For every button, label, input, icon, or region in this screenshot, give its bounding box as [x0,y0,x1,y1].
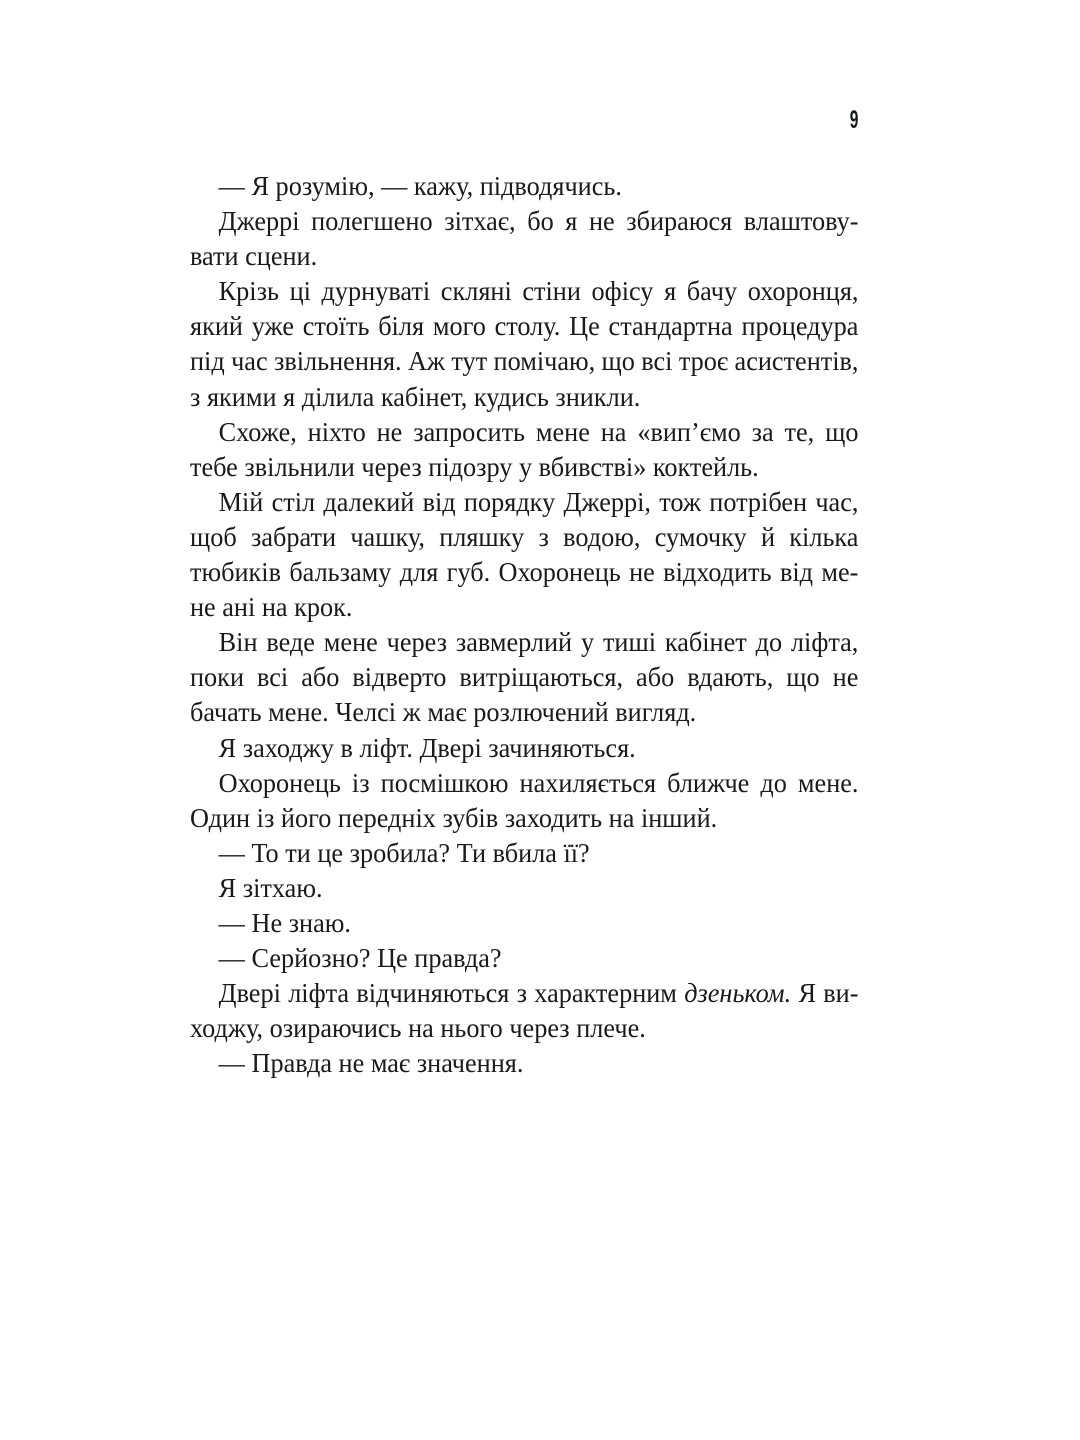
paragraph [190,414,858,484]
text-line: — Не знаю. [218,906,351,938]
text-line: Один із його передніх зубів заходить на інший. [190,801,718,833]
paragraph [190,765,858,835]
text-line: Я зітхаю. [218,871,323,903]
text-line: вати сцени. [190,240,318,272]
paragraph [190,484,858,624]
text-line: не ані на крок. [190,591,353,623]
text-line: — Я розумію, — кажу, підводячись. [218,170,622,201]
text-line: Джеррі полегшено зітхає, бо я не збираюся влаштову- [218,205,859,237]
paragraph [190,905,858,940]
paragraph [190,203,858,273]
paragraph [190,624,858,729]
text-line: Двері ліфта відчиняються з характерним дзеньком. Я ви- [218,977,859,1009]
text-line: Мій стіл далекий від порядку Джеррі, тож потрібен час, [218,485,859,517]
text-line: — Серйозно? Це правда? [218,942,502,974]
text-line: Охоронець із посмішкою нахиляється ближче до мене. [218,766,859,798]
paragraph [190,975,858,1045]
text-line: з якими я ділила кабінет, кудись зникли. [190,380,641,412]
paragraph [190,168,858,203]
paragraph [190,835,858,870]
paragraph [190,940,858,975]
text-line: під час звільнення. Аж тут помічаю, що всі троє асистентів, [190,345,859,377]
text-line: — Правда не має значення. [218,1047,524,1079]
paragraph [190,730,858,765]
paragraph [190,1045,858,1080]
text-line: ходжу, озираючись на нього через плече. [190,1012,646,1044]
paragraph [190,273,858,413]
text-line: тебе звільнили через підозру у вбивстві» коктейль. [190,450,759,482]
text-line: щоб забрати чашку, пляшку з водою, сумочку й кілька [190,520,859,552]
text-line: поки всі або відверто витріщаються, або вдають, що не [190,661,859,693]
body-text-block [190,168,858,1080]
text-line: тюбиків бальзаму для губ. Охоронець не відходить від ме- [190,556,859,588]
text-line: Він веде мене через завмерлий у тиші кабінет до ліфта, [218,626,859,658]
text-line: Схоже, ніхто не запросить мене на «вип’ємо за те, що [218,415,859,447]
paragraph [190,870,858,905]
page-number: 9 [849,106,858,134]
text-line: Я заходжу в ліфт. Двері зачиняються. [218,731,636,763]
text-line: — То ти це зробила? Ти вбила її? [218,836,590,868]
text-line: Крізь ці дурнуваті скляні стіни офісу я бачу охоронця, [218,275,859,307]
text-line: який уже стоїть біля мого столу. Це стандартна процедура [190,310,859,342]
text-line: бачать мене. Челсі ж має розлючений вигляд. [190,696,697,728]
